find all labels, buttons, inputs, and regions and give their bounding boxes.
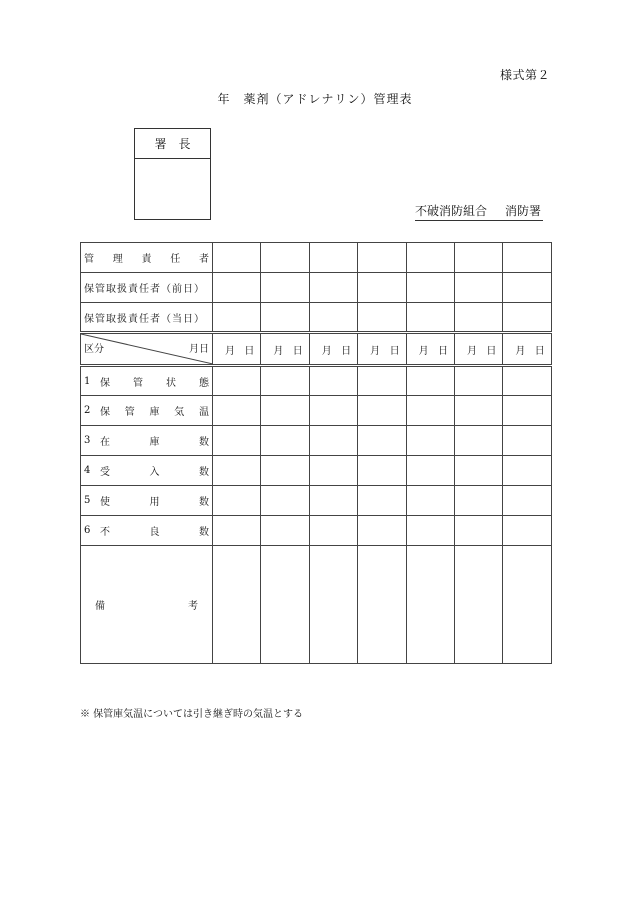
signature-cell [261,273,309,303]
date-day-label: 日 [341,345,352,357]
signature-cell [503,243,551,273]
signature-cell [358,303,406,333]
date-cell[interactable] [454,333,502,366]
remarks-cell [261,546,309,664]
entry-cell [503,516,551,546]
entry-cell [213,426,261,456]
entry-cell [358,396,406,426]
item-label-char: 受 [100,467,110,478]
entry-cell [406,486,454,516]
signature-cell [406,243,454,273]
signature-cell [213,243,261,273]
entry-cell [454,516,502,546]
date-cell[interactable] [309,333,357,366]
remarks-row [81,546,552,664]
item-label-char: 良 [149,527,160,538]
entry-cell [261,396,309,426]
date-cell[interactable] [406,333,454,366]
entry-cell [261,366,309,396]
entry-cell [213,396,261,426]
staff-label: 保管取扱責任者（当日） [84,313,205,325]
item-row [81,366,552,396]
date-day-label: 日 [389,345,400,357]
remarks-label-cell [81,546,213,664]
item-label-char: 在 [100,437,110,448]
entry-cell [503,426,551,456]
page-title: 年 薬剤（アドレナリン）管理表 [217,92,413,106]
item-label-char: 不 [100,527,110,538]
month-day-label: 月日 [189,344,209,355]
remarks-cell [309,546,357,664]
staff-row [81,273,552,303]
item-label-char: 用 [149,497,160,508]
staff-label-char: 責 [141,254,152,265]
staff-label-char: 任 [170,254,181,265]
signature-cell [213,303,261,333]
item-label-char: 保 [100,407,110,418]
staff-label-char: 理 [112,254,123,265]
remarks-cell [503,546,551,664]
item-label-char: 保 [100,377,110,389]
remarks-label-char: 考 [188,601,198,612]
remarks-cell [406,546,454,664]
management-table [80,242,552,664]
organization-station: 消防署 [505,204,542,218]
item-label-char: 管 [124,407,135,418]
signature-cell [358,273,406,303]
date-header-row [81,333,552,366]
entry-cell [406,516,454,546]
signature-cell [454,303,502,333]
date-cell[interactable] [358,333,406,366]
staff-label-cell [81,273,213,303]
staff-label-char: 者 [199,254,209,265]
entry-cell [261,486,309,516]
entry-cell [358,516,406,546]
footnote: ※ 保管庫気温については引き継ぎ時の気温とする [80,709,303,720]
signature-cell [309,273,357,303]
remarks-cell [358,546,406,664]
signature-cell [358,243,406,273]
date-month-label: 月 [370,345,381,357]
entry-cell [454,396,502,426]
entry-cell [454,486,502,516]
kubun-header-cell [81,333,213,366]
entry-cell [358,366,406,396]
item-label-char: 入 [149,467,160,478]
entry-cell [213,456,261,486]
remarks-cell [454,546,502,664]
item-number: 5 [84,495,91,506]
chief-stamp-box [134,128,211,220]
item-label-char: 数 [199,467,209,478]
entry-cell [358,486,406,516]
item-number: 1 [84,375,91,387]
item-label-char: 数 [199,497,209,508]
item-row [81,516,552,546]
signature-cell [261,243,309,273]
entry-cell [213,366,261,396]
signature-cell [261,303,309,333]
item-label-cell [81,486,213,516]
entry-cell [358,426,406,456]
signature-cell [309,303,357,333]
signature-cell [503,273,551,303]
entry-cell [503,396,551,426]
date-day-label: 日 [244,345,255,357]
date-day-label: 日 [292,345,303,357]
date-month-label: 月 [321,345,332,357]
entry-cell [261,456,309,486]
staff-row [81,243,552,273]
entry-cell [406,426,454,456]
staff-row [81,303,552,333]
staff-label-cell [81,303,213,333]
entry-cell [503,366,551,396]
signature-cell [309,243,357,273]
item-row [81,426,552,456]
item-label-char: 管 [133,377,143,389]
date-cell[interactable] [503,333,551,366]
organization-union: 不破消防組合 [415,204,488,218]
item-number: 6 [84,525,91,536]
item-row [81,396,552,426]
entry-cell [503,456,551,486]
signature-cell [213,273,261,303]
kubun-label: 区分 [84,344,104,355]
date-month-label: 月 [225,345,235,357]
organization-line [415,202,543,221]
date-month-label: 月 [418,345,429,357]
item-label-cell [81,366,213,396]
item-label-cell [81,456,213,486]
entry-cell [503,486,551,516]
date-month-label: 月 [466,345,477,357]
entry-cell [213,516,261,546]
signature-cell [454,243,502,273]
item-number: 3 [84,435,91,446]
date-day-label: 日 [437,345,448,357]
signature-cell [406,303,454,333]
item-number: 4 [84,465,91,476]
entry-cell [309,426,357,456]
item-label-char: 状 [166,377,176,389]
item-number: 2 [84,405,91,416]
signature-cell [454,273,502,303]
entry-cell [309,456,357,486]
date-month-label: 月 [273,345,284,357]
remarks-label-char: 備 [95,601,105,612]
item-label-char: 使 [100,497,110,508]
item-label-cell [81,396,213,426]
remarks-cell [213,546,261,664]
entry-cell [261,516,309,546]
entry-cell [454,456,502,486]
entry-cell [406,396,454,426]
signature-cell [406,273,454,303]
staff-label: 保管取扱責任者（前日） [84,284,205,295]
entry-cell [309,486,357,516]
signature-cell [503,303,551,333]
date-day-label: 日 [486,345,497,357]
staff-label-char: 管 [84,254,94,265]
item-label-char: 態 [199,377,209,389]
item-label-char: 気 [174,407,185,418]
item-label-char: 数 [199,527,209,538]
entry-cell [213,486,261,516]
entry-cell [261,426,309,456]
date-cell[interactable] [261,333,309,366]
date-cell[interactable] [213,333,261,366]
item-row [81,486,552,516]
item-label-char: 庫 [149,407,160,418]
entry-cell [454,426,502,456]
item-label-char: 温 [199,407,209,418]
form-number: 様式第２ [499,68,550,82]
staff-label-cell [81,243,213,273]
date-month-label: 月 [515,345,526,357]
date-day-label: 日 [534,345,545,357]
entry-cell [358,456,406,486]
entry-cell [454,366,502,396]
item-label-cell [81,516,213,546]
item-label-char: 庫 [149,437,160,448]
item-row [81,456,552,486]
chief-label: 署長 [135,129,210,159]
entry-cell [309,516,357,546]
entry-cell [406,366,454,396]
entry-cell [309,396,357,426]
entry-cell [309,366,357,396]
item-label-char: 数 [199,437,209,448]
item-label-cell [81,426,213,456]
entry-cell [406,456,454,486]
